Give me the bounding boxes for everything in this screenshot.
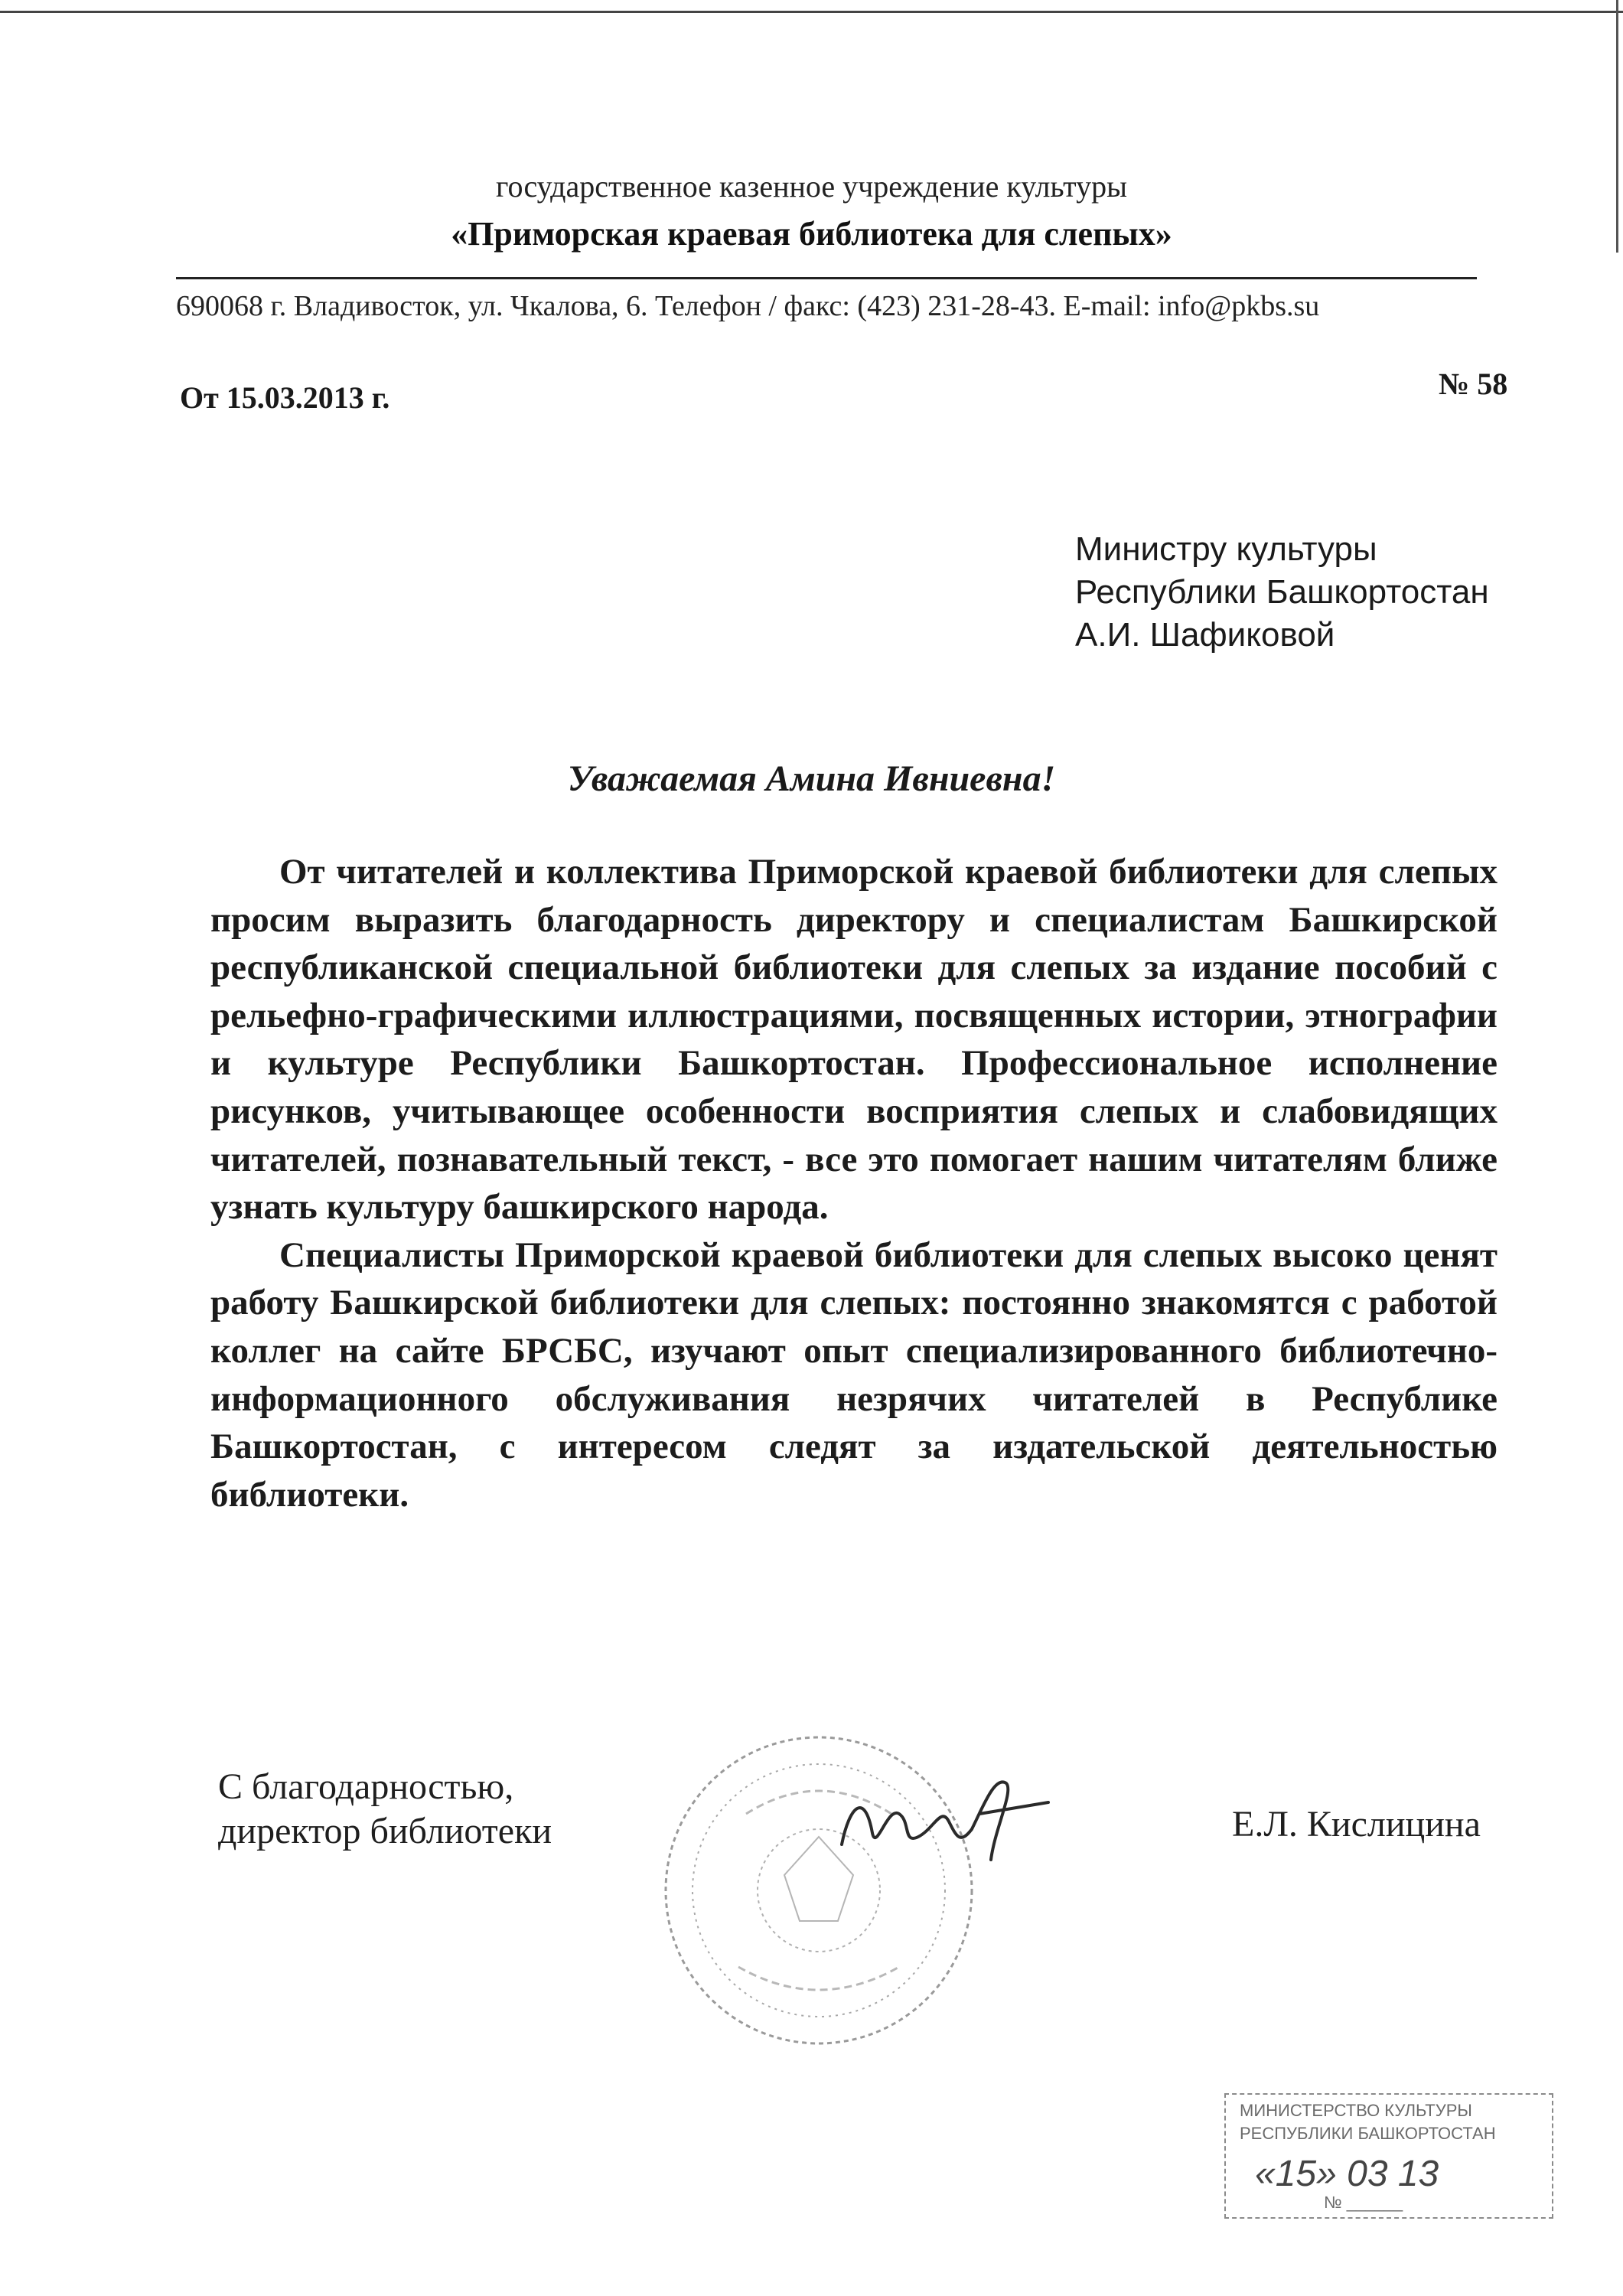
header-divider <box>176 277 1477 279</box>
document-date: От 15.03.2013 г. <box>180 380 390 415</box>
recipient-line-2: Республики Башкортостан <box>1075 573 1489 611</box>
registration-stamp-line-2: РЕСПУБЛИКИ БАШКОРТОСТАН <box>1240 2124 1496 2143</box>
letter-body <box>210 848 1498 1518</box>
registration-stamp-date: «15» 03 13 <box>1255 2154 1439 2194</box>
body-paragraph-1: От читателей и коллектива Приморской краевой библиотеки для слепых просим выразить благодарность директору и специалистам Башкирской республиканской специальной библиотеки для слепых за издание пособий с рельефно-графическими иллюстрациями, посвященных истории, этнографии и культуре Республики Башкортостан. Профессиональное исполнение рисунков, учитывающее особенности восприятия слепых и слабовидящих читателей, познавательный текст, - все это помогает нашим читателям ближе узнать культуру башкирского народа. <box>210 852 1498 1228</box>
scan-edge-top <box>0 11 1623 13</box>
signature-icon <box>826 1760 1056 1867</box>
recipient-block <box>1075 528 1489 657</box>
recipient-line-1: Министру культуры <box>1075 530 1377 568</box>
closing-block <box>218 1765 552 1854</box>
registration-stamp-line-1: МИНИСТЕРСТВО КУЛЬТУРЫ <box>1240 2101 1472 2120</box>
registration-stamp-number: № ______ <box>1324 2193 1403 2212</box>
document-number: № 58 <box>1439 367 1508 401</box>
body-paragraph-2: Специалисты Приморской краевой библиотеки для слепых высоко ценят работу Башкирской библиотеки для слепых: постоянно знакомятся с работой коллег на сайте БРСБС, изучают опыт специализированного библиотечно-информационного обслуживания незрячих читателей в Республике Башкортостан, с интересом следят за издательской деятельностью библиотеки. <box>210 1234 1498 1515</box>
registration-stamp <box>1224 2093 1553 2219</box>
institution-type: государственное казенное учреждение культуры <box>496 169 1127 204</box>
signer-name: Е.Л. Кислицина <box>1232 1804 1481 1844</box>
salutation: Уважаемая Амина Ивниевна! <box>567 758 1056 799</box>
recipient-line-3: А.И. Шафиковой <box>1075 616 1335 654</box>
institution-name: «Приморская краевая библиотека для слепых» <box>451 215 1172 253</box>
closing-line-2: директор библиотеки <box>218 1811 552 1851</box>
institution-address: 690068 г. Владивосток, ул. Чкалова, 6. Телефон / факс: (423) 231-28-43. E-mail: info@pkbs.su <box>176 290 1320 322</box>
closing-line-1: С благодарностью, <box>218 1766 514 1807</box>
